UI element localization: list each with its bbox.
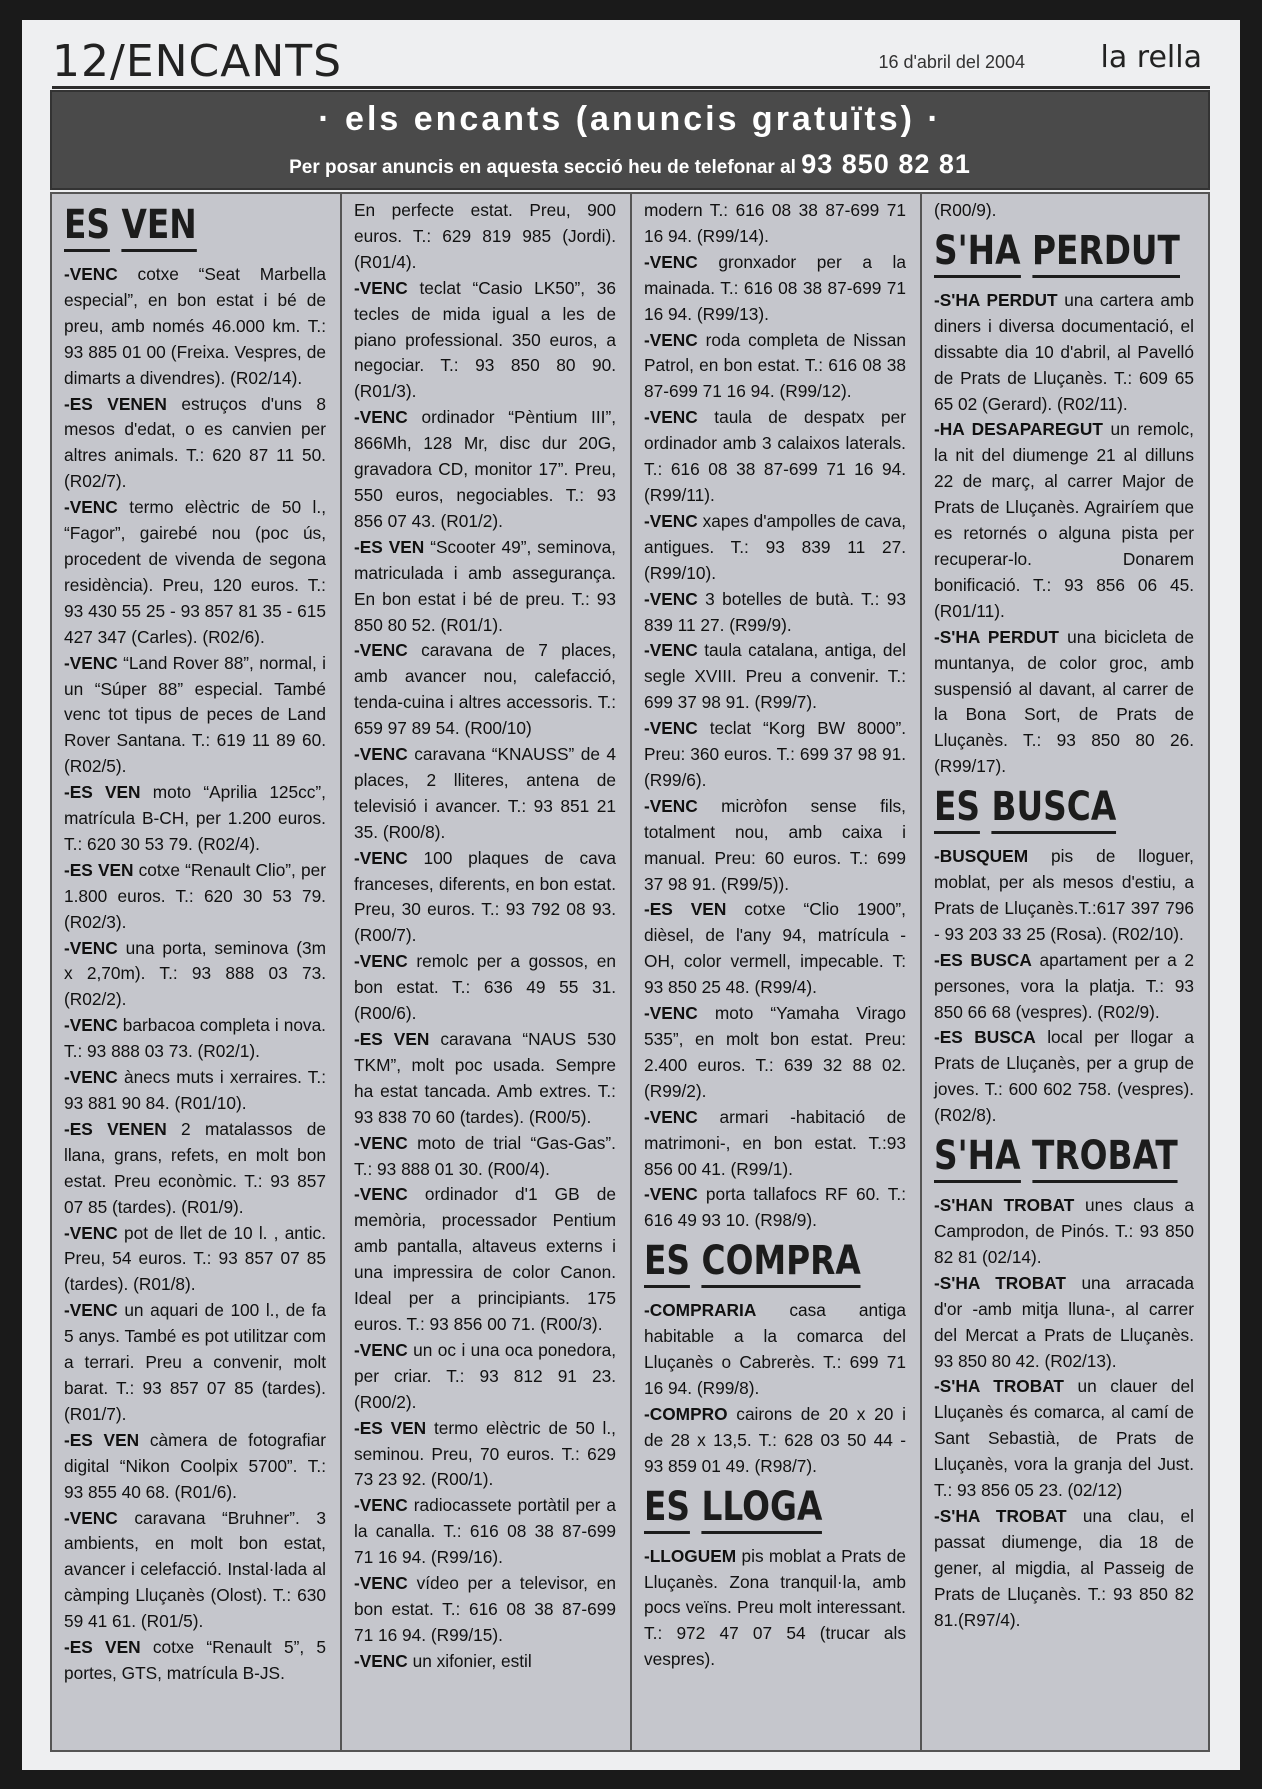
ad-text: taula catalana, antiga, del segle XVIII. Preu a convenir. T.: 699 37 98 91. (R99/7).: [644, 640, 906, 713]
ad-text: ordinador “Pèntium III”, 866Mh, 128 Mr, disc dur 20G, gravadora CD, monitor 17”. Preu, 550 euros, negociables. T.: 93 856 07 43. (R01/2).: [354, 407, 616, 531]
ad-keyword: -S'HA TROBAT: [934, 1505, 1067, 1526]
classified-ad: [354, 535, 616, 639]
ad-keyword: -VENC: [354, 1184, 408, 1205]
category-heading-word: BUSCA: [992, 784, 1117, 834]
category-heading-word: TROBAT: [1032, 1133, 1178, 1183]
ad-text: gronxador per a la mainada. T.: 616 08 38 87-699 71 16 94. (R99/13).: [644, 251, 906, 324]
classified-ad: [934, 1374, 1194, 1504]
classified-ad: [64, 1428, 326, 1506]
ad-keyword: -HA DESAPAREGUT: [934, 419, 1103, 440]
classified-ad: [64, 1117, 326, 1221]
ad-keyword: -VENC: [644, 1184, 698, 1205]
classified-ad: [64, 1065, 326, 1117]
classified-ad: [64, 936, 326, 1014]
ad-text: una clau, el passat diumenge, dia 18 de gener, al migdia, al Passeig de Prats de Lluçanès. T.: 93 850 82 81.(R97/4).: [934, 1505, 1194, 1630]
ad-text: una bicicleta de muntanya, de color groc, amb suspensió al davant, al carrer de la Bona Sort, de Prats de Lluçanès. T.: 93 850 80 26. (R99/17).: [934, 626, 1194, 777]
ad-keyword: -VENC: [644, 718, 698, 739]
classified-ad: [644, 198, 906, 250]
classified-ad: [644, 509, 906, 587]
ad-keyword: -VENC: [644, 1003, 698, 1024]
classified-ad: [644, 716, 906, 794]
ad-text: roda completa de Nissan Patrol, en bon estat. T.: 616 08 38 87-699 71 16 94. (R99/12).: [644, 329, 906, 402]
ad-keyword: -VENC: [354, 847, 408, 868]
ad-keyword: -S'HAN TROBAT: [934, 1195, 1075, 1216]
classified-ad: [354, 276, 616, 406]
ad-text: una cartera amb diners i diversa documentació, el dissabte dia 10 d'abril, al Pavelló de Prats de Lluçanès. T.: 609 65 65 02 (Gerard). (R02/11).: [934, 289, 1195, 414]
ad-keyword: -S'HA TROBAT: [934, 1376, 1064, 1397]
ad-text: porta tallafocs RF 60. T.: 616 49 93 10. (R98/9).: [644, 1184, 906, 1231]
ad-text: 100 plaques de cava franceses, diferents, en bon estat. Preu, 30 euros. T.: 93 792 08 93. (R00/7).: [354, 847, 616, 946]
ad-text: moto de trial “Gas-Gas”. T.: 93 888 01 30. (R00/4).: [354, 1132, 616, 1179]
ad-keyword: -VENC: [644, 510, 698, 531]
ad-keyword: -VENC: [64, 1300, 118, 1321]
ad-keyword: -VENC: [354, 1495, 408, 1516]
ad-text: caravana de 7 places, amb avancer nou, calefacció, tenda-cuina i altres accessoris. T.: 659 97 89 54. (R00/10): [354, 640, 616, 739]
classified-ad: [644, 405, 906, 509]
category-heading: [934, 784, 1147, 834]
publication-name: la rella: [1100, 40, 1202, 75]
ad-text: local per llogar a Prats de Lluçanès, per a grup de joves. T.: 600 602 758. (vespres). (R02/8).: [934, 1027, 1194, 1126]
category-heading-word: ES: [934, 784, 980, 834]
ad-text: En perfecte estat. Preu, 900 euros. T.: 629 819 985 (Jordi). (R01/4).: [354, 200, 616, 272]
ad-text: moto “Yamaha Virago 535”, en molt bon estat. Preu: 2.400 euros. T.: 639 32 88 02. (R99/2).: [644, 1003, 906, 1101]
classified-ad: [64, 1635, 326, 1687]
category-heading-word: S'HA: [934, 228, 1021, 278]
ad-keyword: -ES VEN: [64, 782, 141, 803]
classified-ad: [64, 1298, 326, 1428]
classifieds-grid: [50, 192, 1210, 1752]
ad-text: cotxe “Clio 1900”, dièsel, de l'any 94, matrícula - OH, color vermell, impecable. T: 93 850 25 48. (R99/4).: [644, 899, 906, 998]
ad-keyword: -VENC: [64, 264, 118, 284]
classified-ad: [644, 1105, 906, 1183]
ad-text: micròfon sense fils, totalment nou, amb caixa i manual. Preu: 60 euros. T.: 699 37 98 91. (R99/5)).: [644, 795, 906, 894]
ad-text: caravana “NAUS 530 TKM”, molt poc usada. Sempre ha estat tancada. Amb extres. T.: 93 838 70 60 (tardes). (R00/5).: [354, 1029, 616, 1127]
banner-instructions: Per posar anuncis en aquesta secció heu de telefonar al: [289, 157, 796, 178]
classified-ad: [644, 250, 906, 328]
classified-ad: [934, 288, 1194, 418]
ad-text: unes claus a Camprodon, de Pinós. T.: 93 850 82 81 (02/14).: [934, 1195, 1194, 1267]
ad-text: remolc per a gossos, en bon estat. T.: 636 49 55 31. (R00/6).: [354, 951, 616, 1024]
ad-keyword: -VENC: [644, 640, 698, 661]
column-4: [922, 194, 1208, 1750]
classified-ad: [934, 1504, 1194, 1634]
ad-keyword: -ES VENEN: [64, 1118, 167, 1139]
classifieds-banner: [50, 90, 1210, 190]
ad-keyword: -S'HA PERDUT: [934, 289, 1058, 310]
classified-ad: [354, 198, 616, 276]
classified-ad: [644, 794, 906, 898]
ad-keyword: -LLOGUEM: [644, 1545, 737, 1566]
ad-keyword: -VENC: [644, 588, 698, 609]
classified-ad: [64, 651, 326, 781]
ad-text: una porta, seminova (3m x 2,70m). T.: 93 888 03 73. (R02/2).: [64, 937, 326, 1010]
classified-ad: [644, 1001, 906, 1105]
category-heading-word: ES: [64, 202, 110, 252]
classified-ad: [64, 1013, 326, 1065]
classified-ad: [934, 198, 1194, 224]
newspaper-page: [22, 20, 1240, 1770]
ad-text: un aquari de 100 l., de fa 5 anys. També es pot utilitzar com a terrari. Preu a convenir, molt barat. T.: 93 857 07 85 (tardes). (R01/7).: [64, 1300, 326, 1424]
category-heading: [644, 1238, 859, 1288]
ad-keyword: -COMPRARIA: [644, 1300, 757, 1321]
ad-keyword: -VENC: [64, 652, 118, 673]
classified-ad: [644, 1298, 906, 1402]
ad-text: cotxe “Seat Marbella especial”, en bon estat i bé de preu, amb només 46.000 km. T.: 93 885 01 00 (Freixa. Vespres, de dimarts a divendres). (R02/14).: [64, 264, 326, 388]
classified-ad: [354, 1131, 616, 1183]
ad-keyword: -VENC: [64, 1507, 118, 1528]
ad-text: armari -habitació de matrimoni-, en bon estat. T.:93 856 00 41. (R99/1).: [644, 1106, 906, 1179]
ad-keyword: -VENC: [644, 251, 698, 272]
ad-text: teclat “Casio LK50”, 36 tecles de mida igual a les de piano professional. 350 euros, a negociar. T.: 93 850 80 90. (R01/3).: [354, 277, 616, 402]
ad-keyword: -COMPRO: [644, 1403, 728, 1424]
classified-ad: [934, 417, 1194, 624]
ad-text: apartament per a 2 persones, vora la platja. T.: 93 850 66 68 (vespres). (R02/9).: [934, 949, 1195, 1022]
classified-ad: [354, 846, 616, 950]
page-header: [52, 26, 1210, 89]
ad-text: radiocassete portàtil per a la canalla. T.: 616 08 38 87-699 71 16 94. (R99/16).: [354, 1495, 616, 1568]
category-heading: [644, 1484, 859, 1534]
ad-keyword: -ES BUSCA: [934, 949, 1032, 970]
classified-ad: [644, 328, 906, 406]
ad-text: pis de lloguer, moblat, per als mesos d'estiu, a Prats de Lluçanès.T.:617 397 796 - 93 203 33 25 (Rosa). (R02/10).: [934, 846, 1194, 944]
classified-ad: [644, 638, 906, 716]
ad-text: 2 matalassos de llana, grans, refets, en molt bon estat. Preu econòmic. T.: 93 857 07 85 (tardes). (R01/9).: [64, 1118, 326, 1217]
classified-ad: [64, 858, 326, 936]
ad-text: ordinador d'1 GB de memòria, processador Pentium amb pantalla, altaveus externs i una impressira de color Canon. Ideal per a principiants. 175 euros. T.: 93 856 00 71. (R00/3).: [354, 1184, 616, 1334]
ad-keyword: -VENC: [644, 329, 698, 350]
classified-ad: [934, 844, 1194, 948]
category-heading-word: COMPRA: [702, 1238, 861, 1288]
ad-keyword: -S'HA TROBAT: [934, 1272, 1066, 1293]
classified-ad: [64, 1506, 326, 1636]
column-2: [342, 194, 632, 1750]
ad-keyword: -ES BUSCA: [934, 1027, 1036, 1048]
classified-ad: [934, 625, 1194, 780]
ad-keyword: -BUSQUEM: [934, 846, 1029, 867]
classified-ad: [644, 1182, 906, 1234]
ad-text: taula de despatx per ordinador amb 3 calaixos laterals. T.: 616 08 38 87-699 71 16 94. (R99/11).: [644, 407, 906, 505]
classified-ad: [644, 587, 906, 639]
ad-keyword: -VENC: [644, 1106, 698, 1127]
banner-phone: 93 850 82 81: [801, 149, 971, 179]
ad-text: teclat “Korg BW 8000”. Preu: 360 euros. T.: 699 37 98 91. (R99/6).: [644, 718, 906, 790]
classified-ad: [934, 1271, 1194, 1375]
ad-keyword: -ES VEN: [64, 859, 134, 880]
ad-text: barbacoa completa i nova. T.: 93 888 03 73. (R02/1).: [64, 1015, 326, 1062]
classified-ad: [354, 742, 616, 846]
ad-text: xapes d'ampolles de cava, antigues. T.: 93 839 11 27. (R99/10).: [644, 510, 906, 583]
ad-text: estruços d'uns 8 mesos d'edat, o es canvien per altres animals. T.: 620 87 11 50. (R02/7).: [64, 393, 326, 492]
banner-subtitle: [52, 149, 1208, 180]
classified-ad: [64, 780, 326, 858]
ad-text: vídeo per a televisor, en bon estat. T.: 616 08 38 87-699 71 16 94. (R99/15).: [354, 1573, 616, 1645]
ad-text: una arracada d'or -amb mitja lluna-, al carrer del Mercat a Prats de Lluçanès. 93 850 80 42. (R02/13).: [934, 1272, 1194, 1371]
ad-keyword: -ES VEN: [64, 1429, 140, 1450]
ad-keyword: -VENC: [644, 795, 698, 816]
ad-text: un clauer del Lluçanès és comarca, al camí de Sant Sebastià, de Prats de Lluçanès, vora la granja del Just. T.: 93 856 05 23. (02/12): [934, 1376, 1194, 1501]
ad-keyword: -VENC: [64, 497, 118, 518]
ad-text: pot de llet de 10 l. , antic. Preu, 54 euros. T.: 93 857 07 85 (tardes). (R01/8).: [64, 1222, 326, 1295]
category-heading-word: LLOGA: [702, 1484, 823, 1534]
ad-keyword: -VENC: [354, 407, 408, 428]
classified-ad: [354, 1649, 616, 1675]
classified-ad: [354, 1571, 616, 1649]
classified-ad: [64, 262, 326, 392]
classified-ad: [354, 1493, 616, 1571]
ad-keyword: -VENC: [354, 277, 408, 298]
category-heading: [934, 227, 1180, 278]
banner-title: · els encants (anuncis gratuïts) ·: [318, 100, 942, 138]
ad-text: caravana “KNAUSS” de 4 places, 2 lliteres, antena de televisió i avancer. T.: 93 851 21 35. (R00/8).: [354, 744, 616, 842]
category-heading-word: S'HA: [934, 1133, 1021, 1183]
section-title: 12/ENCANTS: [52, 36, 343, 87]
ad-text: un xifonier, estil: [407, 1650, 532, 1671]
ad-text: moto “Aprilia 125cc”, matrícula B-CH, per 1.200 euros. T.: 620 30 53 79. (R02/4).: [64, 782, 326, 854]
ad-text: un remolc, la nit del diumenge 21 al dilluns 22 de març, al carrer Major de Prats de Lluçanès. Agrairíem que es retornés o alguna pista per recuperar-lo. Donarem bonificació. T.: 93 856 06 45. (R01/11).: [934, 419, 1194, 621]
issue-date: 16 d'abril del 2004: [878, 52, 1025, 72]
ad-text: caravana “Bruhner”. 3 ambients, en molt bon estat, avancer i celefacció. Instal·lada al càmping Lluçanès (Olost). T.: 630 59 41 61. (R01/5).: [64, 1507, 326, 1632]
column-3: [632, 194, 922, 1750]
classified-ad: [354, 949, 616, 1027]
classified-ad: [644, 1402, 906, 1480]
classified-ad: [64, 1221, 326, 1299]
classified-ad: [354, 1416, 616, 1494]
classified-ad: [644, 897, 906, 1001]
ad-keyword: -ES VEN: [644, 899, 727, 920]
classified-ad: [354, 405, 616, 535]
classified-ad: [934, 1193, 1194, 1271]
category-heading-word: ES: [644, 1484, 690, 1534]
ad-keyword: -VENC: [354, 744, 408, 765]
classified-ad: [934, 1025, 1194, 1129]
ad-keyword: -VENC: [354, 1339, 408, 1360]
ad-text: termo elèctric de 50 l., seminou. Preu, 70 euros. T.: 629 73 23 92. (R00/1).: [354, 1417, 616, 1490]
ad-text: pis moblat a Prats de Lluçanès. Zona tranquil·la, amb pocs veïns. Preu molt interessant. T.: 972 47 07 54 (trucar als vespres).: [644, 1545, 906, 1670]
classified-ad: [354, 638, 616, 742]
ad-text: ànecs muts i xerraires. T.: 93 881 90 84. (R01/10).: [64, 1067, 326, 1113]
category-heading-word: PERDUT: [1032, 228, 1180, 278]
ad-keyword: -VENC: [64, 1015, 118, 1036]
ad-keyword: -VENC: [644, 407, 698, 428]
classified-ad: [64, 392, 326, 496]
ad-keyword: -VENC: [354, 640, 408, 661]
ad-keyword: -ES VEN: [354, 1029, 430, 1049]
ad-keyword: -VENC: [354, 1132, 408, 1153]
category-heading-word: VEN: [122, 202, 197, 252]
ad-keyword: -VENC: [354, 1573, 408, 1594]
ad-text: “Scooter 49”, seminova, matriculada i amb assegurança. En bon estat i bé de preu. T.: 93 850 80 52. (R01/1).: [354, 536, 616, 635]
classified-ad: [64, 495, 326, 650]
ad-keyword: -ES VEN: [64, 1637, 141, 1658]
category-heading-word: ES: [644, 1238, 690, 1288]
category-heading: [934, 1133, 1178, 1183]
ad-keyword: -VENC: [64, 1222, 118, 1243]
classified-ad: [354, 1027, 616, 1131]
ad-text: 3 botelles de butà. T.: 93 839 11 27. (R99/9).: [644, 588, 906, 635]
classified-ad: [354, 1338, 616, 1416]
classified-ad: [644, 1544, 906, 1674]
column-1: [52, 194, 342, 1750]
ad-text: cotxe “Renault Clio”, per 1.800 euros. T.: 620 30 53 79. (R02/3).: [64, 859, 326, 932]
ad-text: termo elèctric de 50 l., “Fagor”, gairebé nou (poc ús, procedent de vivenda de segona residència). Preu, 120 euros. T.: 93 430 55 25 - 93 857 81 35 - 615 427 347 (Carles). (R02/6).: [64, 497, 326, 647]
ad-keyword: -VENC: [354, 1650, 408, 1671]
ad-text: modern T.: 616 08 38 87-699 71 16 94. (R99/14).: [644, 200, 906, 246]
classified-ad: [934, 948, 1194, 1026]
ad-keyword: -S'HA PERDUT: [934, 626, 1059, 647]
ad-text: cairons de 20 x 20 i de 28 x 13,5. T.: 628 03 50 44 - 93 859 01 49. (R98/7).: [644, 1403, 906, 1476]
ad-text: “Land Rover 88”, normal, i un “Súper 88” especial. També venc tot tipus de peces de Land Rover Santana. T.: 619 11 89 60. (R02/5).: [64, 652, 326, 777]
ad-keyword: -VENC: [64, 1067, 118, 1088]
ad-keyword: -ES VEN: [354, 536, 425, 557]
classified-ad: [354, 1182, 616, 1337]
ad-text: càmera de fotografiar digital “Nikon Coolpix 5700”. T.: 93 855 40 68. (R01/6).: [64, 1429, 326, 1502]
ad-keyword: -ES VENEN: [64, 393, 167, 414]
ad-text: casa antiga habitable a la comarca del Lluçanès o Cabrerès. T.: 699 71 16 94. (R99/8).: [644, 1300, 906, 1398]
ad-text: cotxe “Renault 5”, 5 portes, GTS, matrícula B-JS.: [64, 1637, 326, 1683]
ad-keyword: -ES VEN: [354, 1417, 427, 1438]
ad-keyword: -VENC: [354, 951, 408, 972]
category-heading: [64, 202, 279, 252]
ad-keyword: -VENC: [64, 937, 118, 958]
ad-text: un oc i una oca ponedora, per criar. T.: 93 812 91 23. (R00/2).: [354, 1339, 616, 1412]
ad-text: (R00/9).: [934, 200, 997, 220]
